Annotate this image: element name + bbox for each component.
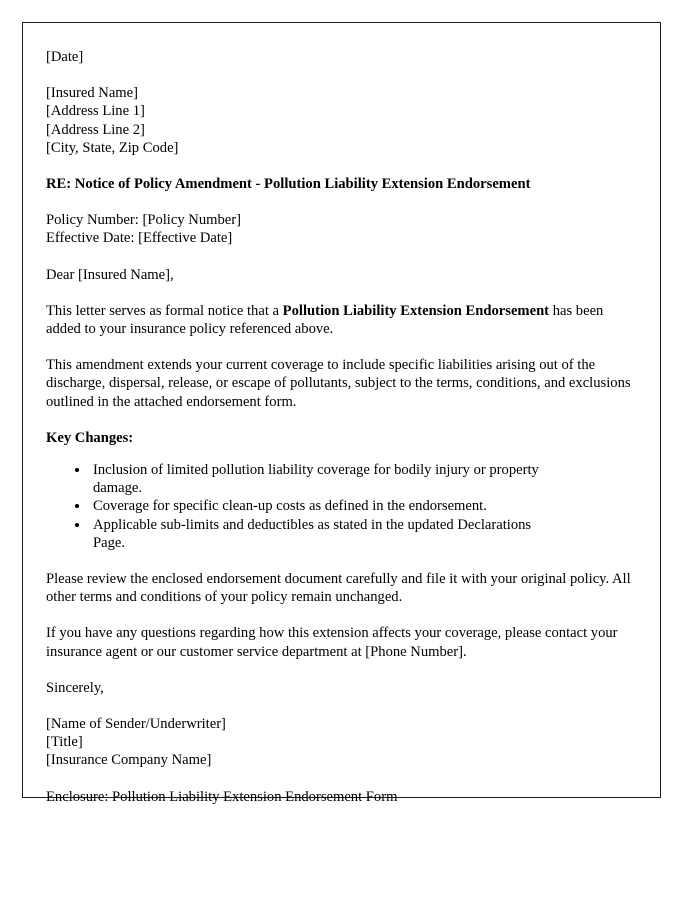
enclosure-line: Enclosure: Pollution Liability Extension Endorsement Form bbox=[46, 788, 398, 805]
subject-line: RE: Notice of Policy Amendment - Pollution Liability Extension Endorsement bbox=[46, 176, 531, 193]
paragraph-1-before-bold: This letter serves as formal notice that a bbox=[46, 302, 283, 319]
paragraph-2: This amendment extends your current coverage to include specific liabilities arising out of the discharge, dispersal, release, or escape of pollutants, subject to the terms, conditions, and exclusions outlined in the attached endorsement form. bbox=[46, 357, 631, 410]
policy-details-block bbox=[46, 211, 640, 247]
sender-name-line: [Name of Sender/Underwriter] bbox=[46, 716, 226, 733]
policy-number-line: Policy Number: [Policy Number] bbox=[46, 212, 241, 229]
list-item: • Applicable sub-limits and deductibles as stated in the updated Declarations Page. bbox=[90, 516, 558, 552]
address-line-insured-name: [Insured Name] bbox=[46, 85, 138, 102]
effective-date-line: Effective Date: [Effective Date] bbox=[46, 230, 233, 247]
address-line-2: [Address Line 2] bbox=[46, 121, 145, 138]
list-item: • Inclusion of limited pollution liability coverage for bodily injury or property damage. bbox=[90, 461, 558, 497]
paragraph-1 bbox=[46, 302, 640, 338]
paragraph-1-bold-term: Pollution Liability Extension Endorsement bbox=[282, 302, 550, 319]
signature-block bbox=[46, 715, 640, 770]
paragraph-4: If you have any questions regarding how this extension affects your coverage, please contact your insurance agent or our customer service department at [Phone Number]. bbox=[46, 625, 618, 660]
closing-salutation: Sincerely, bbox=[46, 679, 104, 696]
recipient-address-block bbox=[46, 84, 640, 157]
address-line-1: [Address Line 1] bbox=[46, 103, 145, 120]
salutation: Dear [Insured Name], bbox=[46, 266, 174, 283]
date-line bbox=[46, 48, 640, 66]
list-item: • Coverage for specific clean-up costs as defined in the endorsement. bbox=[90, 497, 558, 515]
key-changes-heading: Key Changes: bbox=[46, 429, 134, 446]
company-name-line: [Insurance Company Name] bbox=[46, 752, 212, 769]
address-line-city-state-zip: [City, State, Zip Code] bbox=[46, 139, 179, 156]
letter-body bbox=[46, 48, 640, 806]
document-page-frame bbox=[22, 22, 661, 805]
key-changes-list bbox=[46, 461, 558, 552]
paragraph-1-after-bold: has been added to your insurance policy referenced above. bbox=[46, 302, 604, 338]
date-placeholder: [Date] bbox=[46, 49, 84, 65]
sender-title-line: [Title] bbox=[46, 734, 83, 751]
paragraph-3: Please review the enclosed endorsement document carefully and file it with your original policy. All other terms and conditions of your policy remain unchanged. bbox=[46, 571, 631, 606]
